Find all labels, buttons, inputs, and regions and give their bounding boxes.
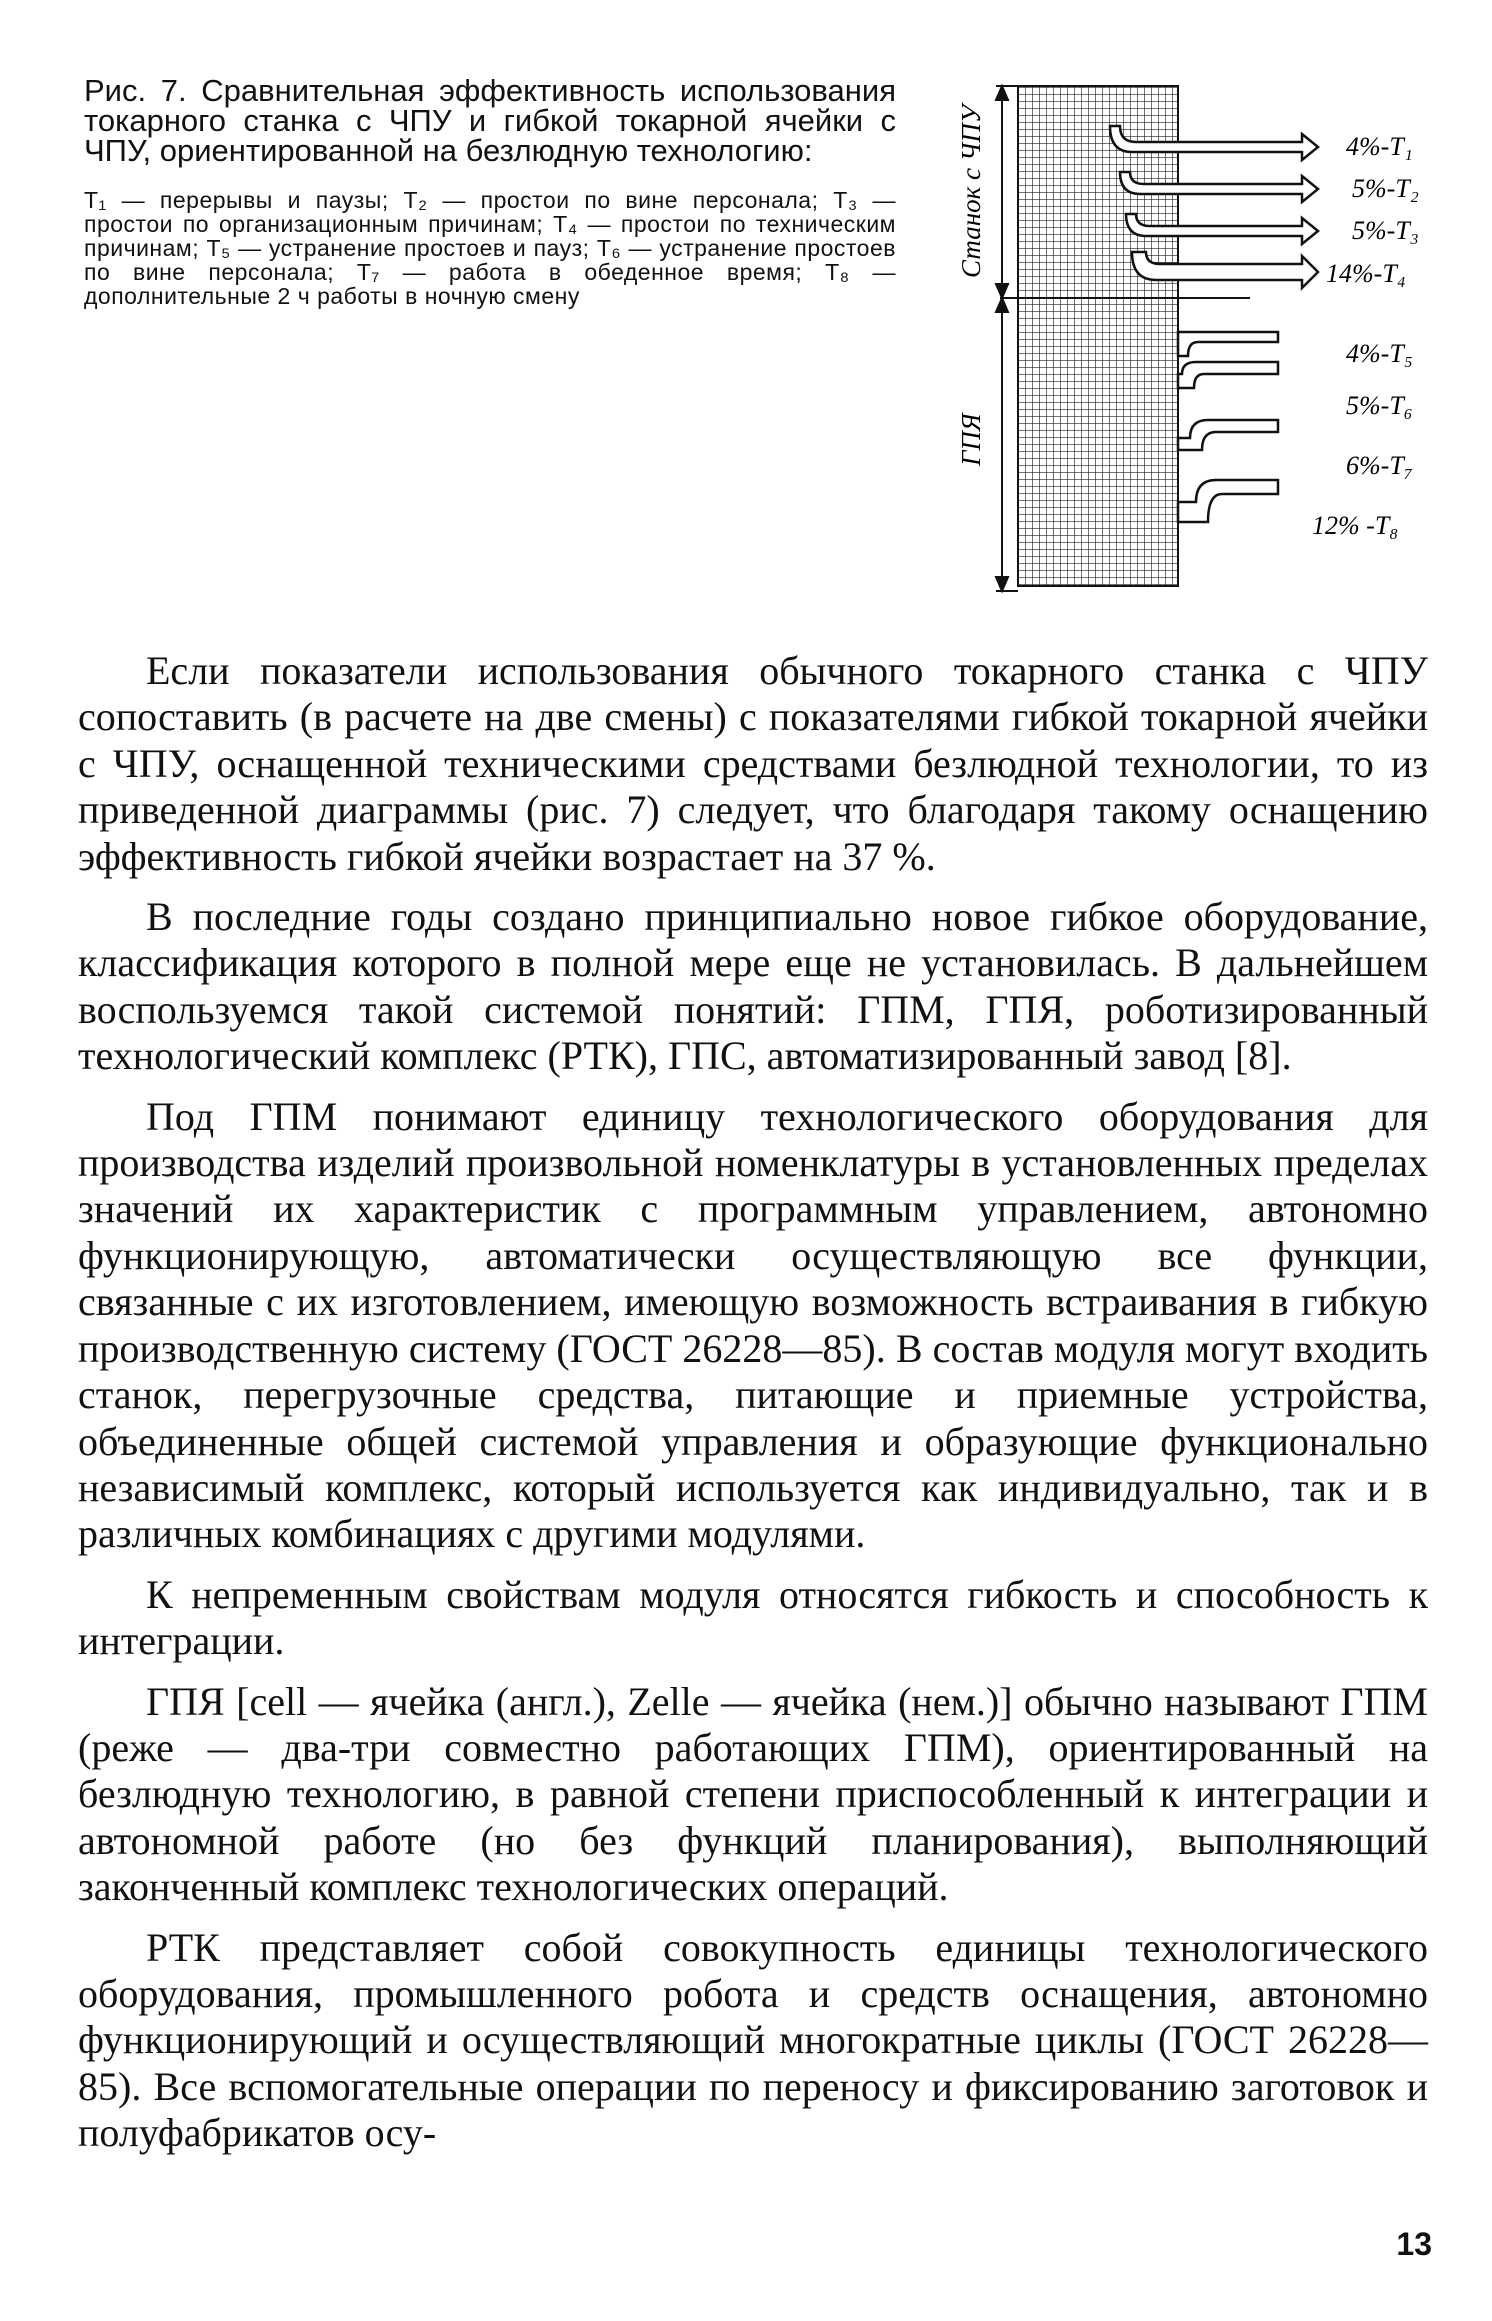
label-loss-t1: 4%-T₁ — [1346, 132, 1413, 161]
label-gain-t5: 4%-T₅ — [1346, 339, 1413, 368]
page-number: 13 — [1396, 2226, 1432, 2262]
label-loss-t3: 5%-T₃ — [1352, 216, 1419, 245]
gain-bracket-t6 — [1178, 362, 1278, 388]
label-loss-t2: 5%-T₂ — [1352, 174, 1419, 203]
dimension-lines — [996, 86, 1018, 591]
label-gain-t7: 6%-T₇ — [1346, 451, 1413, 480]
paragraph: В последние годы создано принципиально новое гибкое оборудование, классификация которого в полной мере еще не установилась. В дальнейшем воспользуемся такой системой понятий: ГПМ, ГПЯ, роботизированный технологический комплекс (РТК), ГПС, автоматизированный завод [8]. — [78, 894, 1428, 1079]
label-loss-t4: 14%-T₄ — [1326, 259, 1406, 288]
paragraph: К непременным свойствам модуля относятся гибкость и способность к интеграции. — [78, 1571, 1428, 1664]
figure-caption — [84, 73, 896, 309]
paragraph: ГПЯ [cell — ячейка (англ.), Zelle — ячейка (нем.)] обычно называют ГПМ (реже — два-три совместно работающих ГПМ), ориентированный на безлюдную технологию, в равной степени приспособленный к интеграции и автономной работе (но без функций планирования), выполняющий законченный комплекс технологических операций. — [78, 1678, 1428, 1910]
label-gain-t8: 12% -T₈ — [1312, 511, 1399, 540]
axis-label-machine: Станок с ЧПУ — [956, 105, 986, 278]
paragraph: РТК представляет собой совокупность единицы технологического оборудования, промышленного робота и средств оснащения, автономно функционирующий и осуществляющий многократные циклы (ГОСТ 26228—85). Все вспомогательные операции по переносу и фиксированию заготовок и полуфабрикатов осу- — [78, 1924, 1428, 2156]
gain-bracket-t5 — [1178, 332, 1278, 356]
efficiency-diagram — [920, 66, 1440, 606]
paragraph: Под ГПМ понимают единицу технологического оборудования для производства изделий произвольной номенклатуры в установленных пределах значений их характеристик с программным управлением, автономно функционирующую, автоматически осуществляющую все функции, связанные с их изготовлением, имеющую возможность встраивания в гибкую производственную систему (ГОСТ 26228—85). В состав модуля могут входить станок, перегрузочные средства, питающие и приемные устройства, объединенные общей системой управления и образующие функционально независимый комплекс, который используется как индивидуально, так и в различных комбинациях с другими модулями. — [78, 1093, 1428, 1557]
gain-bracket-t7 — [1178, 420, 1278, 450]
hatched-bar — [1018, 86, 1178, 586]
gain-brackets — [1178, 332, 1278, 522]
body-text — [78, 648, 1428, 2171]
caption-title: Рис. 7. Сравнительная эффективность использования токарного станка с ЧПУ и гибкой токарной ячейки с ЧПУ, ориентированной на безлюдную технологию: — [84, 73, 896, 168]
label-gain-t6: 5%-T₆ — [1346, 391, 1413, 420]
paragraph: Если показатели использования обычного токарного станка с ЧПУ сопоставить (в расчете на две смены) с показателями гибкой токарной ячейки с ЧПУ, оснащенной техническими средствами безлюдной технологии, то из приведенной диаграммы (рис. 7) следует, что благодаря такому оснащению эффективность гибкой ячейки возрастает на 37 %. — [78, 648, 1428, 879]
caption-legend: T₁ — перерывы и паузы; T₂ — простои по вине персонала; T₃ — простои по организационным причинам; T₄ — простои по техническим причинам; T₅ — устранение простоев и пауз; T₆ — устранение простоев по вине персонала; T₇ — работа в обеденное время; T₈ — дополнительные 2 ч работы в ночную смену — [84, 187, 896, 309]
gain-bracket-t8 — [1178, 480, 1278, 522]
axis-label-cell: ГПЯ — [956, 413, 986, 466]
